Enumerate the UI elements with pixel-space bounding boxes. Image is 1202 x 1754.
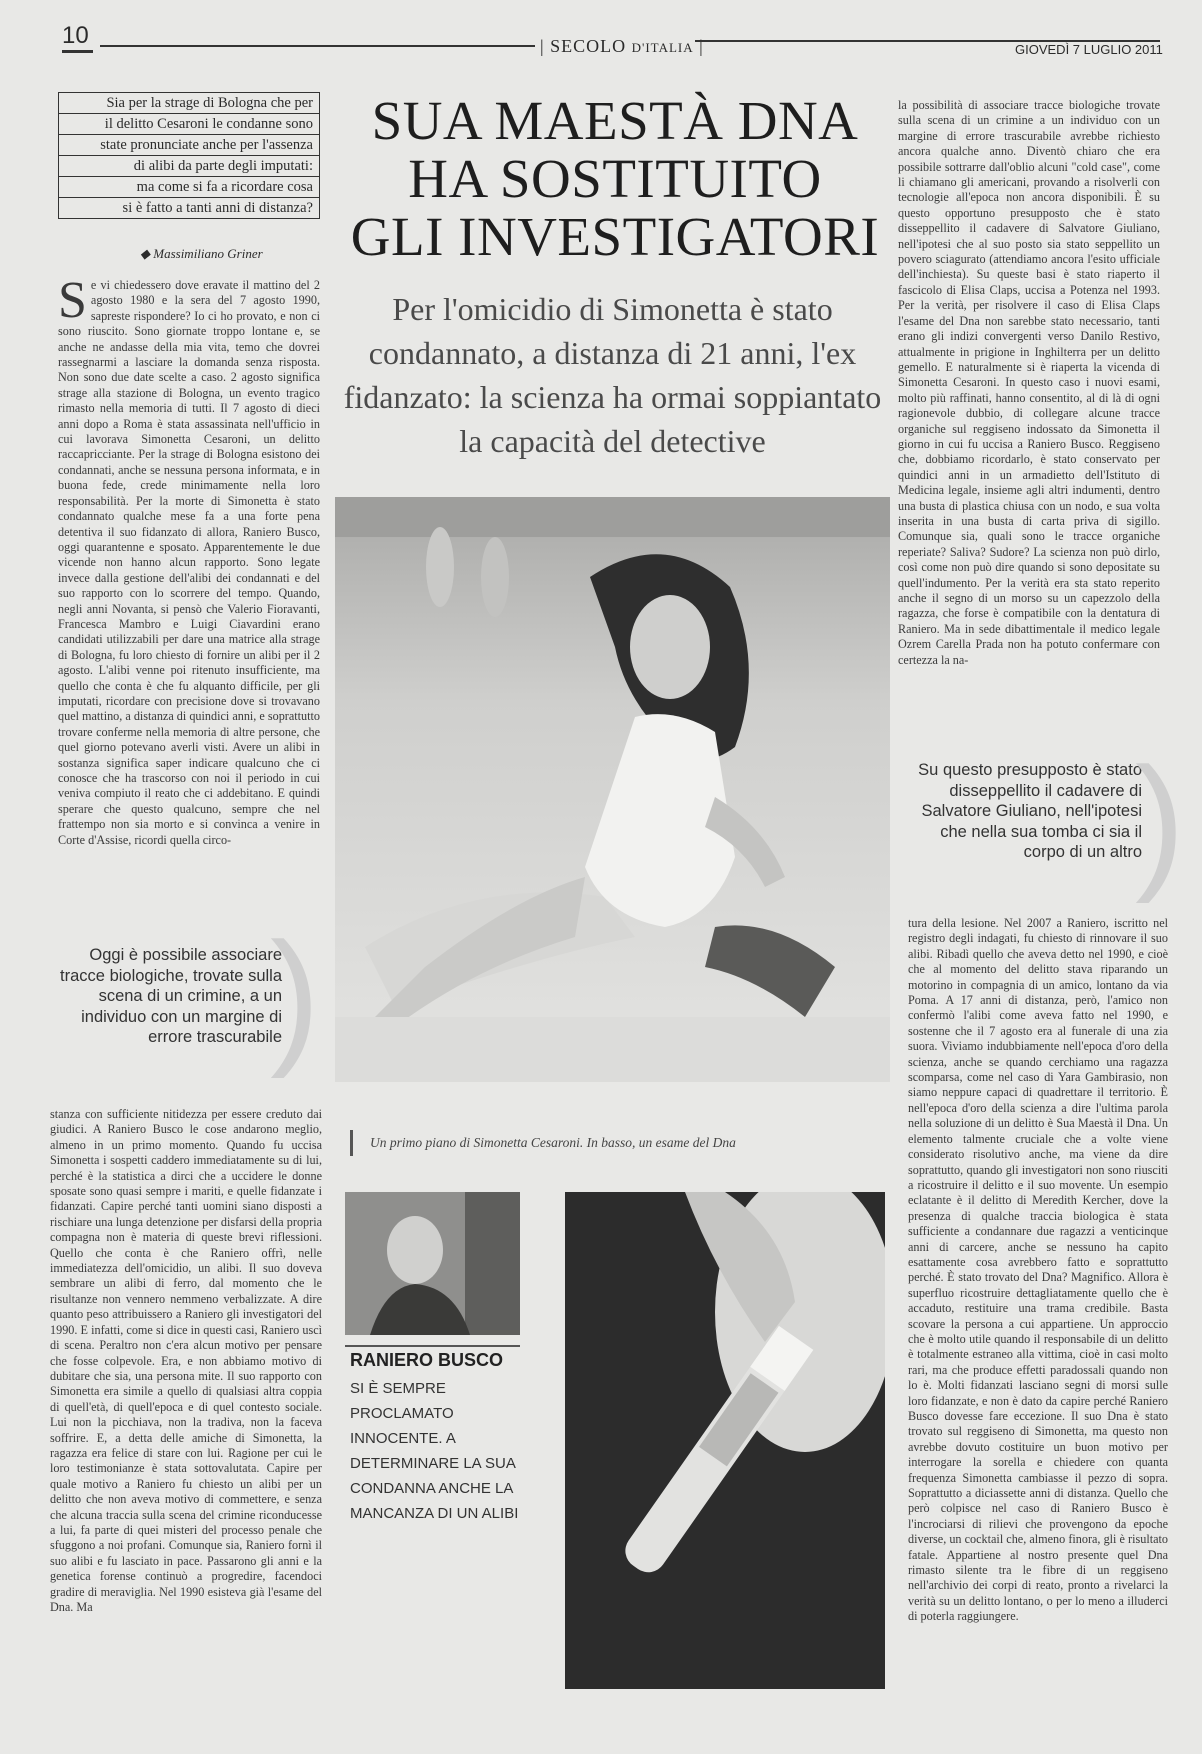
author-byline: ◆ Massimiliano Griner <box>140 246 263 261</box>
beach-photo <box>335 497 890 1082</box>
dna-test-photo <box>565 1192 885 1689</box>
drop-cap: S <box>58 272 87 329</box>
teaser-line: si è fatto a tanti anni di distanza? <box>58 198 320 219</box>
pull-quote-right: Su questo presupposto è stato disseppellito il cadavere di Salvatore Giuliano, nell'ipotesi che nella sua tomba ci sia il corpo di un altro <box>918 761 1142 861</box>
test-tube-illustration <box>565 1192 885 1689</box>
article-column-3: la possibilità di associare tracce biologiche trovate sulla scena di un crimine a un individuo con un margine di errore trascurabile avrebbe richiesto ancora qualche anno. Diventò chiaro che era possibile sottrarre dall'oblio alcuni "cold case", come li chiamano gli americani, provando a risolverli con tecnologie all'epoca non ancora disponibili. È su questo opportuno presupposto che è stato disseppellito il cadavere di Salvatore Giuliano, nell'ipotesi che al suo posto sia stato seppellito un povero sciagurato (attendiamo ancora l'esito ufficiale dell'inchiesta). Su queste basi è stato riaperto il fascicolo di Elisa Claps, uccisa a Potenza nel 1993. Per la verità, per risolvere il caso di Elisa Claps l'esame del Dna non sarebbe stato necessario, tanti erano gli indizi convergenti verso Danilo Restivo, attualmente in prigione in Inghilterra per un delitto gemello. E naturalmente si è riaperta la vicenda di Simonetta Cesaroni. In questo caso i nuovi esami, molto più raffinati, hanno consentito, al di là di ogni ragionevole dubbio, di collegare alcune tracce organiche sul reggiseno indossato da Simonetta il giorno in cui fu uccisa a Raniero Busco. Reggiseno che, dobbiamo ricordarlo, è stato conservato per quindici anni in un armadietto dell'Istituto di Medicina legale, insieme agli altri indumenti, dentro una busta di plastica chiusa con un nodo, e sua volta inserita in una busta di carta priva di sigillo. Comunque sia, quali sono le tracce organiche reperiate? Saliva? Sudore? La scienza non può dirlo, così come non può dire quando si sono depositate su quell'indumento. Per la verità era sta stato reperito anche il segno di un morso su un capezzolo della ragazza, che forse è compatibile con la dentatura di Raniero. Ma in sede dibattimentale il medico legale Ozrem Carella Prada non ha potuto confermare con certezza la na- <box>898 98 1160 667</box>
headline-line: GLI INVESTIGATORI <box>350 206 880 267</box>
inset-caption: SI È SEMPRE PROCLAMATO INNOCENTE. A DETERMINARE LA SUA CONDANNA ANCHE LA MANCANZA DI UN ALIBI <box>350 1380 519 1522</box>
page-number: 10 <box>62 22 93 53</box>
column-text: e vi chiedessero dove eravate il mattino del 2 agosto 1980 e la sera del 7 agosto 1990, sapreste rispondere? Io ci ho provato, e non ci sono riuscito. Sono giornate troppo lontane e, se anche ne andasse della mia vita, temo che dovrei rassegnarmi a lasciare la domanda senza risposta. Non sono due date scelte a caso. 2 agosto significa strage alla stazione di Bologna, un evento tragico rimasto nella memoria di tutti. Il 7 agosto di dieci anni dopo a Roma è stata assassinata nell'ufficio in cui lavorava Simonetta Cesaroni, un delitto raccapricciante. Per la strage di Bologna esistono dei condannati, anche se nessuna persona informata, e in buona fede, crede minimamente nella loro responsabilità. Per la morte di Simonetta è stato condannato qualche mese fa a una forte pena detentiva il suo fidanzato di allora, Raniero Busco, oggi quarantenne e sposato. Apparentemente le due vicende non hanno alcun rapporto. Sono legate invece dalla gestione dell'alibi dei condannati e del suo rapporto con lo scorrere del tempo. Quando, negli anni Novanta, si pensò che Valerio Fioravanti, Francesca Mambro e Luigi Ciavardini erano candidati utilizzabili per dare una matrice alla strage di Bologna, fu loro chiesto di fornire un alibi per il 2 agosto. L'alibi venne poi ritenuto insufficiente, ma quello che conta è che fu alquanto difficile, per gli imputati, ricordare con precisione dove si trovavano quel mattino, a distanza di quindici anni, e soprattutto trovare conferme nella memoria di altre persone, che quel giorno potevano averli visti. Avere un alibi in sostanza significa saper indicare qualcuno che ci conosce che ha trascorso con noi il periodo in cui veniva compiuto il reato che ci addebitano. E quindi sperare che questo qualcuno, sempre che nel frattempo non sia morto e si convinca a venire in Corte d'Assise, ricordi quella circo- <box>58 278 320 847</box>
article-column-1-continued: stanza con sufficiente nitidezza per essere creduto dai giudici. A Raniero Busco le cose andarono meglio, almeno in un primo momento. Quando fu uccisa Simonetta i sospetti caddero immediatamente su di lui, perché è la statistica a dirci che a uccidere le donne sposate sono quasi sempre i mariti, e quelle fidanzate i fidanzati. Capire perché tanti uomini siano disposti a rischiare una lunga detenzione per disfarsi della propria compagna non è materia di queste brevi riflessioni. Quello che conta è che Raniero offrì, nelle immediatezza dell'omicidio, un alibi. Il suo doveva sembrare un alibi di ferro, dal momento che le risultanze non vennero nemmeno verbalizzate. A dire quanto peso attribuissero a Raniero gli investigatori del 1990. E infatti, come si dice in questi casi, Raniero uscì di scena. Peraltro non c'era alcun motivo per pensare che fosse colpevole. Era, e non abbiamo motivo di dubitare che sia, una persona mite. Il suo rapporto con Simonetta era simile a quello di qualsiasi altra coppia di quell'età, di quell'epoca e di quel contesto sociale. Lui non la picchiava, non la tradiva, non la faceva soffrire. E, a detta delle amiche di Simonetta, la ragazza era felice di stare con lui. Ragione per cui le loro testimonianze è stata sottovalutata. Capire per quale motivo a Raniero fu chiesto un alibi per un delitto che non aveva motivo di commettere, e senza che alcuna traccia sulla scena del crimine riconducesse a lui, fa parte di quei misteri del processo penale che sfuggono a noi profani. Comunque sia, Raniero fornì il suo alibi e fu lasciato in pace. Passarono gli anni e la genetica forense continuò a progredire, facendoci gradire di meraviglia. Nel 1990 esisteva già l'esame del Dna. Ma <box>50 1107 322 1614</box>
inset-name: RANIERO BUSCO <box>350 1350 504 1370</box>
headline <box>350 92 880 266</box>
photo-caption: Un primo piano di Simonetta Cesaroni. In basso, un esame del Dna <box>370 1135 736 1150</box>
masthead: | SECOLO D'ITALIA | <box>540 36 704 56</box>
woman-on-beach-illustration <box>335 497 890 1082</box>
issue-date: GIOVEDÌ 7 LUGLIO 2011 <box>1015 42 1163 57</box>
masthead-small: D'ITALIA <box>631 40 694 55</box>
teaser-line: il delitto Cesaroni le condanne sono <box>58 114 320 135</box>
inset-rule <box>345 1345 520 1347</box>
sidebar-teaser <box>58 92 320 219</box>
portrait-photo <box>345 1192 520 1335</box>
teaser-line: ma come si fa a ricordare cosa <box>58 177 320 198</box>
teaser-line: di alibi da parte degli imputati: <box>58 156 320 177</box>
headline-line: SUA MAESTÀ DNA <box>371 90 859 151</box>
subtitle: Per l'omicidio di Simonetta è stato condannato, a distanza di 21 anni, l'ex fidanzato: la scienza ha ormai soppiantato la capacità del detective <box>343 291 882 459</box>
pull-quote-left: Oggi è possibile associare tracce biologiche, trovate sulla scena di un crimine, a un individuo con un margine di errore trascurabile <box>60 946 282 1046</box>
headline-line: HA SOSTITUITO <box>408 148 822 209</box>
brace-decoration: ) <box>1135 736 1185 904</box>
article-column-1 <box>58 272 320 848</box>
header-rule-left <box>100 45 535 47</box>
masthead-title: SECOLO <box>550 36 627 56</box>
brace-decoration: ) <box>270 911 320 1079</box>
teaser-line: state pronunciate anche per l'assenza <box>58 135 320 156</box>
teaser-line: Sia per la strage di Bologna che per <box>58 92 320 114</box>
article-column-3-continued: tura della lesione. Nel 2007 a Raniero, iscritto nel registro degli indagati, fu chiesto di rinnovare il suo alibi. Ribadì quello che aveva detto nel 1990, e cioè che al momento del delitto stava riparando un motorino in compagnia di un amico, lontano da via Poma. A 17 anni di distanza, però, l'amico non confermò l'alibi come aveva fatto nel 1990, e sostenne che il 7 agosto era al funerale di una zia suora. Viviamo indubbiamente nell'epoca d'oro della scienza, anche se quando cerchiamo una ragazza scomparsa, come nel caso di Yara Gambirasio, non siamo neppure capaci di quadrettare il territorio. È nell'epoca d'oro della scienza a dire l'ultima parola nella soluzione di un delitto è Sua Maestà il Dna. Un elemento talmente cruciale che a volte viene considerato risolutivo anche, ma viene da dire soprattutto, quando gli investigatori non sono riusciti a ricostruire il delitto e il suo movente. Un esempio eclatante è il delitto di Meredith Kercher, dove la presenza di qualche traccia biologica è stata sufficiente a condannare due ragazzi a venticinque anni di carcere, anche se nessuno ha capito esattamente cosa avrebbero fatto e soprattutto perché. È stato trovato del Dna? Magnifico. Allora è superfluo ricostruire dettagliatamente quello che è accaduto, restituire una trama credibile. Basta scovare la persona a cui appartiene. Un approccio che è molto utile quando il responsabile di un delitto è totalmente estraneo alla vittima, cioè in casi molto rari, ma che produce effetti paradossali quando non lo è. Molti fidanzati lasciano segni di morsi sulle loro fidanzate, e non è dato da capire perché Raniero Busco dovesse fare eccezione. Il suo Dna è stato trovato sul reggiseno di Simonetta, ma questo non avrebbe dovuto costituire un buon motivo per interrogare la sorella e chiedere con quanta frequenza Simonetta cambiasse il pezzo di sopra. Soprattutto a diciassette anni di distanza. Quello che però colpisce nel caso di Raniero Busco è l'incrociarsi di rilievi che provengono da epoche diverse, un cocktail che, almeno finora, gli è risultato fatale. Appartiene al nostro presente quel Dna rimasto silente tra le fibre di un reggiseno nell'archivio dei corpi di reato, pronto a rivelarci la verità su un delitto lontano, o per lo meno a illuderci di poterla raggiungere. <box>908 916 1168 1624</box>
caption-marker <box>350 1130 353 1156</box>
man-portrait-illustration <box>345 1192 520 1335</box>
